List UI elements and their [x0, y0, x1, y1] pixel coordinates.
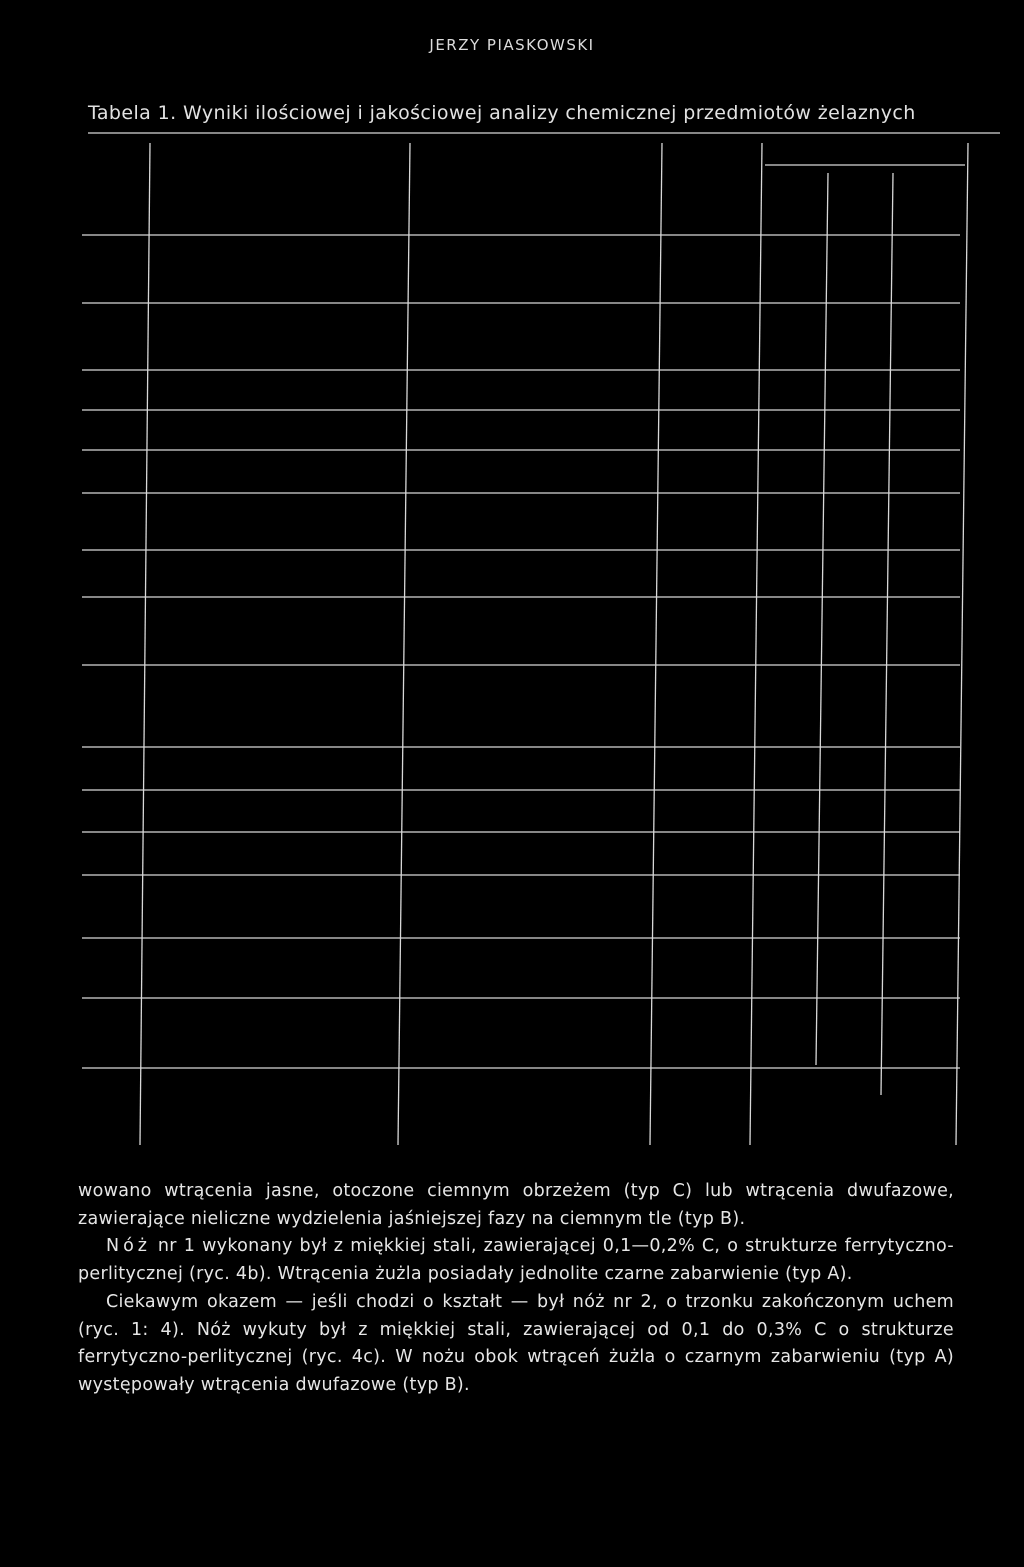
paragraph-3: Ciekawym okazem — jeśli chodzi o kształt — był nóż nr 2, o trzonku zakończonym uchem (ryc. 1: 4). Nóż wykuty był z miękkiej stali, zawierającej od 0,1 do 0,3% C o strukturze ferrytyczno-perlitycznej (ryc. 4c). W nożu obok wtrąceń żużla o czarnym zabarwieniu (typ A) występowały wtrącenia dwufazowe (typ B).: [78, 1291, 954, 1395]
paragraph-2-text: nr 1 wykonany był z miękkiej stali, zawierającej 0,1—0,2% C, o strukturze ferrytyczno-perlitycznej (ryc. 4b). Wtrącenia żużla posiadały jednolite czarne zabarwienie (typ A).: [78, 1236, 954, 1285]
column-rule-1: [140, 143, 150, 1145]
table-grid: [0, 125, 1024, 1155]
table-caption: Tabela 1. Wyniki ilościowej i jakościowej analizy chemicznej przedmiotów żelaznych: [88, 102, 916, 124]
column-rule-3: [650, 143, 662, 1145]
column-rule-2: [398, 143, 410, 1145]
column-rule-7: [956, 143, 968, 1145]
body-text: [78, 1178, 954, 1400]
paragraph-1: wowano wtrącenia jasne, otoczone ciemnym obrzeżem (typ C) lub wtrącenia dwufazowe, zawierające nieliczne wydzielenia jaśniejszej fazy na ciemnym tle (typ B).: [78, 1181, 954, 1229]
paragraph-2-spaced-word: Nóż: [106, 1236, 151, 1257]
column-rule-6: [881, 173, 893, 1095]
paragraph-2: [78, 1233, 954, 1288]
running-head: JERZY PIASKOWSKI: [429, 36, 595, 54]
column-rule-4: [750, 143, 762, 1145]
column-rule-5: [816, 173, 828, 1065]
